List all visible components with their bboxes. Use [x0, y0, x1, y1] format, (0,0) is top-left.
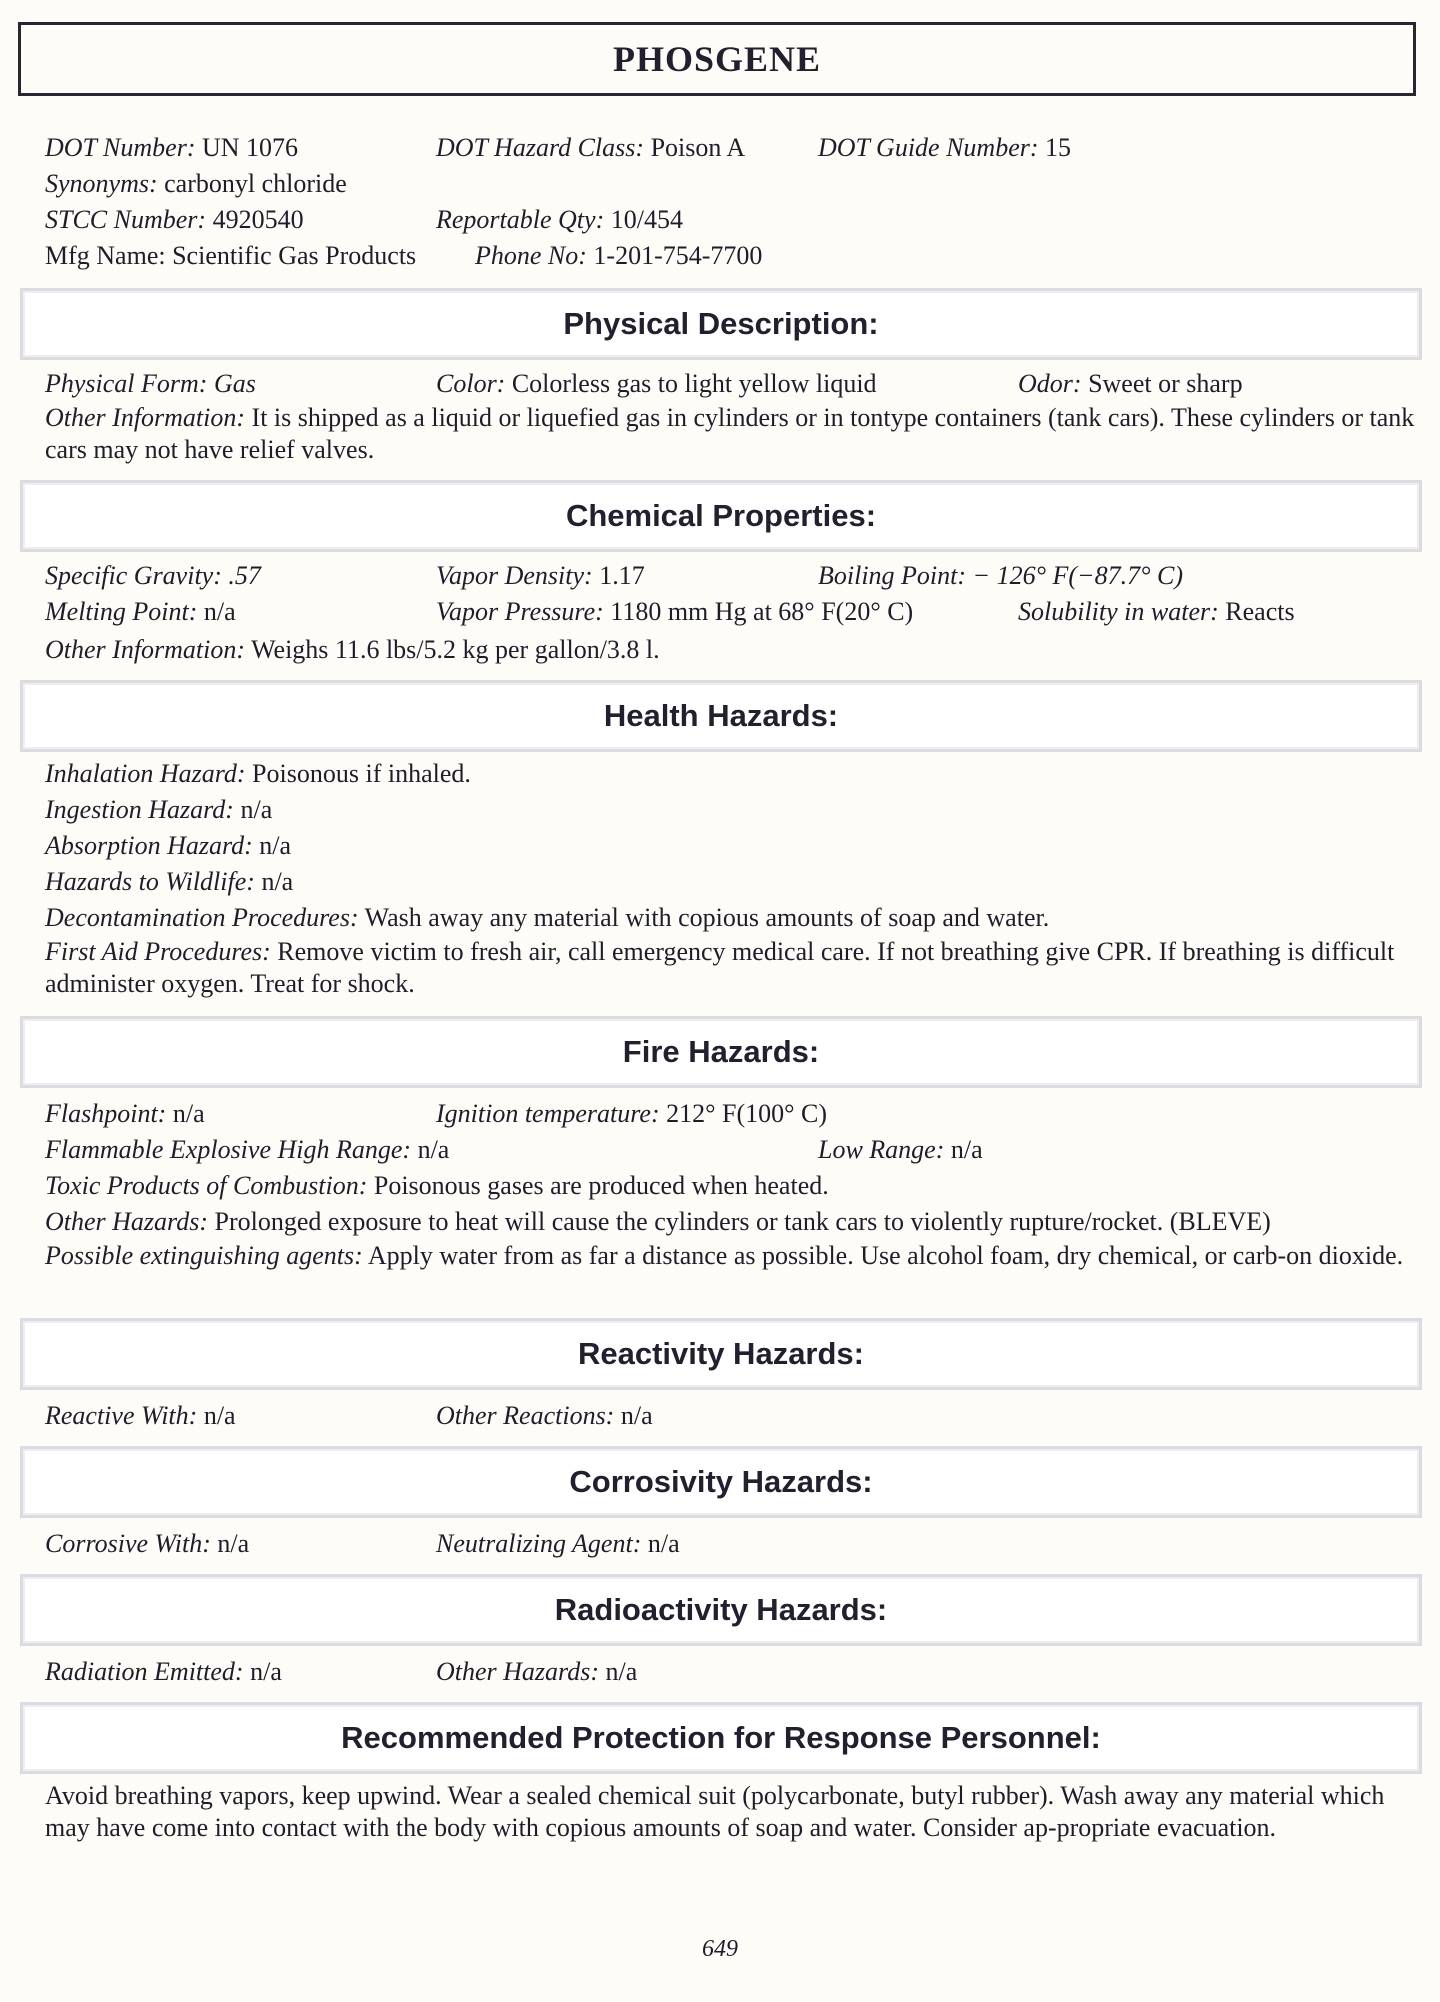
extinguishing-value: Apply water from as far a distance as possible. Use alcohol foam, dry chemical, or carb-on dioxide. [362, 1241, 1404, 1270]
solubility-label: Solubility in water: [1018, 597, 1219, 626]
first-aid-label: First Aid Procedures: [45, 937, 271, 966]
section-header-health: Health Hazards: [20, 680, 1422, 752]
boiling-point-value: − 126° F(−87.7° C) [966, 561, 1183, 590]
wildlife-value: n/a [254, 867, 294, 896]
hazard-class-field [436, 130, 745, 165]
neutralizing-field [436, 1526, 680, 1561]
corrosive-with-field [45, 1526, 249, 1561]
boiling-point-label: Boiling Point: [818, 561, 967, 590]
radio-other-label: Other Hazards: [436, 1657, 599, 1686]
low-range-value: n/a [944, 1135, 983, 1164]
dot-number-field [45, 130, 298, 165]
reactive-with-field [45, 1398, 236, 1433]
decontamination-label: Decontamination Procedures: [45, 903, 359, 932]
synonyms-value: carbonyl chloride [157, 169, 347, 198]
ingestion-value: n/a [233, 795, 273, 824]
high-range-label: Flammable Explosive High Range: [45, 1135, 412, 1164]
fire-other-value: Prolonged exposure to heat will cause the cylinders or tank cars to violently rupture/rocket. (BLEVE) [207, 1207, 1271, 1236]
first-aid-field [45, 936, 1415, 1000]
vapor-density-label: Vapor Density: [436, 561, 593, 590]
odor-label: Odor: [1018, 369, 1082, 398]
low-range-field [818, 1132, 983, 1167]
section-header-radioactivity: Radioactivity Hazards: [20, 1574, 1422, 1646]
color-value: Colorless gas to light yellow liquid [505, 369, 877, 398]
other-reactions-value: n/a [614, 1401, 653, 1430]
flashpoint-value: n/a [166, 1099, 205, 1128]
ingestion-label: Ingestion Hazard: [45, 795, 234, 824]
radio-other-field [436, 1654, 637, 1689]
mfg-label: Mfg Name: [45, 241, 166, 270]
dot-number-label: DOT Number: [45, 133, 196, 162]
reportable-value: 10/454 [604, 205, 683, 234]
odor-value: Sweet or sharp [1081, 369, 1243, 398]
protection-text: Avoid breathing vapors, keep upwind. Wear a sealed chemical suit (polycarbonate, butyl rubber). Wash away any material which may have come into contact with the body with copious amounts of soap and water. Consider ap-propriate evacuation. [45, 1781, 1385, 1842]
guide-number-label: DOT Guide Number: [818, 133, 1039, 162]
stcc-value: 4920540 [206, 205, 304, 234]
phone-label: Phone No: [475, 241, 587, 270]
physical-form-label: Physical Form: [45, 369, 208, 398]
vapor-pressure-field [436, 594, 913, 629]
physical-form-field [45, 366, 256, 401]
flashpoint-label: Flashpoint: [45, 1099, 167, 1128]
section-header-reactivity: Reactivity Hazards: [20, 1318, 1422, 1390]
stcc-label: STCC Number: [45, 205, 207, 234]
flashpoint-field [45, 1096, 205, 1131]
toxic-products-value: Poisonous gases are produced when heated. [367, 1171, 829, 1200]
mfg-value: Scientific Gas Products [165, 241, 417, 270]
toxic-products-label: Toxic Products of Combustion: [45, 1171, 368, 1200]
radio-other-value: n/a [598, 1657, 638, 1686]
specific-gravity-label: Specific Gravity: [45, 561, 222, 590]
inhalation-field [45, 756, 471, 791]
radiation-emitted-field [45, 1654, 282, 1689]
page-number: 649 [702, 1936, 738, 1962]
reactive-with-label: Reactive With: [45, 1401, 198, 1430]
boiling-point-field [818, 558, 1183, 593]
neutralizing-value: n/a [641, 1529, 680, 1558]
section-header-chemical: Chemical Properties: [20, 480, 1422, 552]
hazard-class-value: Poison A [644, 133, 746, 162]
chemical-other-field [45, 632, 660, 667]
physical-other-value: It is shipped as a liquid or liquefied gas in cylinders or in tontype containers (tank cars). These cylinders or tank cars may not have relief valves. [45, 403, 1415, 464]
section-header-protection: Recommended Protection for Response Personnel: [20, 1702, 1422, 1774]
physical-other-label: Other Information: [45, 403, 246, 432]
radiation-emitted-value: n/a [243, 1657, 282, 1686]
melting-point-field [45, 594, 236, 629]
reportable-label: Reportable Qty: [436, 205, 605, 234]
vapor-density-field [436, 558, 645, 593]
synonyms-label: Synonyms: [45, 169, 158, 198]
other-reactions-label: Other Reactions: [436, 1401, 615, 1430]
section-header-corrosivity: Corrosivity Hazards: [20, 1446, 1422, 1518]
section-header-physical: Physical Description: [20, 288, 1422, 360]
section-header-fire: Fire Hazards: [20, 1016, 1422, 1088]
high-range-field [45, 1132, 449, 1167]
corrosive-with-label: Corrosive With: [45, 1529, 211, 1558]
absorption-value: n/a [252, 831, 292, 860]
phone-value: 1-201-754-7700 [586, 241, 763, 270]
guide-number-field [818, 130, 1071, 165]
inhalation-value: Poisonous if inhaled. [245, 759, 471, 788]
absorption-field [45, 828, 291, 863]
mfg-field [45, 238, 416, 273]
color-label: Color: [436, 369, 506, 398]
radiation-emitted-label: Radiation Emitted: [45, 1657, 244, 1686]
physical-form-value: Gas [207, 369, 256, 398]
vapor-density-value: 1.17 [592, 561, 645, 590]
melting-point-label: Melting Point: [45, 597, 198, 626]
color-field [436, 366, 877, 401]
wildlife-field [45, 864, 293, 899]
extinguishing-label: Possible extinguishing agents: [45, 1241, 363, 1270]
reportable-field [436, 202, 683, 237]
phone-field [475, 238, 762, 273]
chemical-other-value: Weighs 11.6 lbs/5.2 kg per gallon/3.8 l. [245, 635, 660, 664]
decontamination-value: Wash away any material with copious amounts of soap and water. [358, 903, 1050, 932]
odor-field [1018, 366, 1243, 401]
dot-number-value: UN 1076 [195, 133, 299, 162]
solubility-value: Reacts [1218, 597, 1295, 626]
fire-other-label: Other Hazards: [45, 1207, 208, 1236]
high-range-value: n/a [411, 1135, 450, 1164]
vapor-pressure-label: Vapor Pressure: [436, 597, 604, 626]
chemical-other-label: Other Information: [45, 635, 246, 664]
reactive-with-value: n/a [197, 1401, 236, 1430]
wildlife-label: Hazards to Wildlife: [45, 867, 255, 896]
absorption-label: Absorption Hazard: [45, 831, 253, 860]
toxic-products-field [45, 1168, 829, 1203]
corrosive-with-value: n/a [210, 1529, 250, 1558]
melting-point-value: n/a [197, 597, 236, 626]
guide-number-value: 15 [1038, 133, 1072, 162]
extinguishing-field [45, 1240, 1415, 1272]
vapor-pressure-value: 1180 mm Hg at 68° F(20° C) [603, 597, 914, 626]
solubility-field [1018, 594, 1295, 629]
first-aid-value: Remove victim to fresh air, call emergency medical care. If not breathing give CPR. If breathing is difficult administer oxygen. Treat for shock. [45, 937, 1395, 998]
specific-gravity-field [45, 558, 261, 593]
physical-other-field [45, 402, 1415, 466]
page-title: PHOSGENE [18, 22, 1416, 96]
neutralizing-label: Neutralizing Agent: [436, 1529, 642, 1558]
decontamination-field [45, 900, 1049, 935]
ignition-field [436, 1096, 827, 1131]
hazard-class-label: DOT Hazard Class: [436, 133, 645, 162]
stcc-field [45, 202, 304, 237]
ignition-value: 212° F(100° C) [659, 1099, 828, 1128]
other-reactions-field [436, 1398, 653, 1433]
low-range-label: Low Range: [818, 1135, 945, 1164]
ingestion-field [45, 792, 272, 827]
synonyms-field [45, 166, 347, 201]
fire-other-field [45, 1204, 1271, 1239]
inhalation-label: Inhalation Hazard: [45, 759, 246, 788]
specific-gravity-value: .57 [221, 561, 261, 590]
ignition-label: Ignition temperature: [436, 1099, 660, 1128]
